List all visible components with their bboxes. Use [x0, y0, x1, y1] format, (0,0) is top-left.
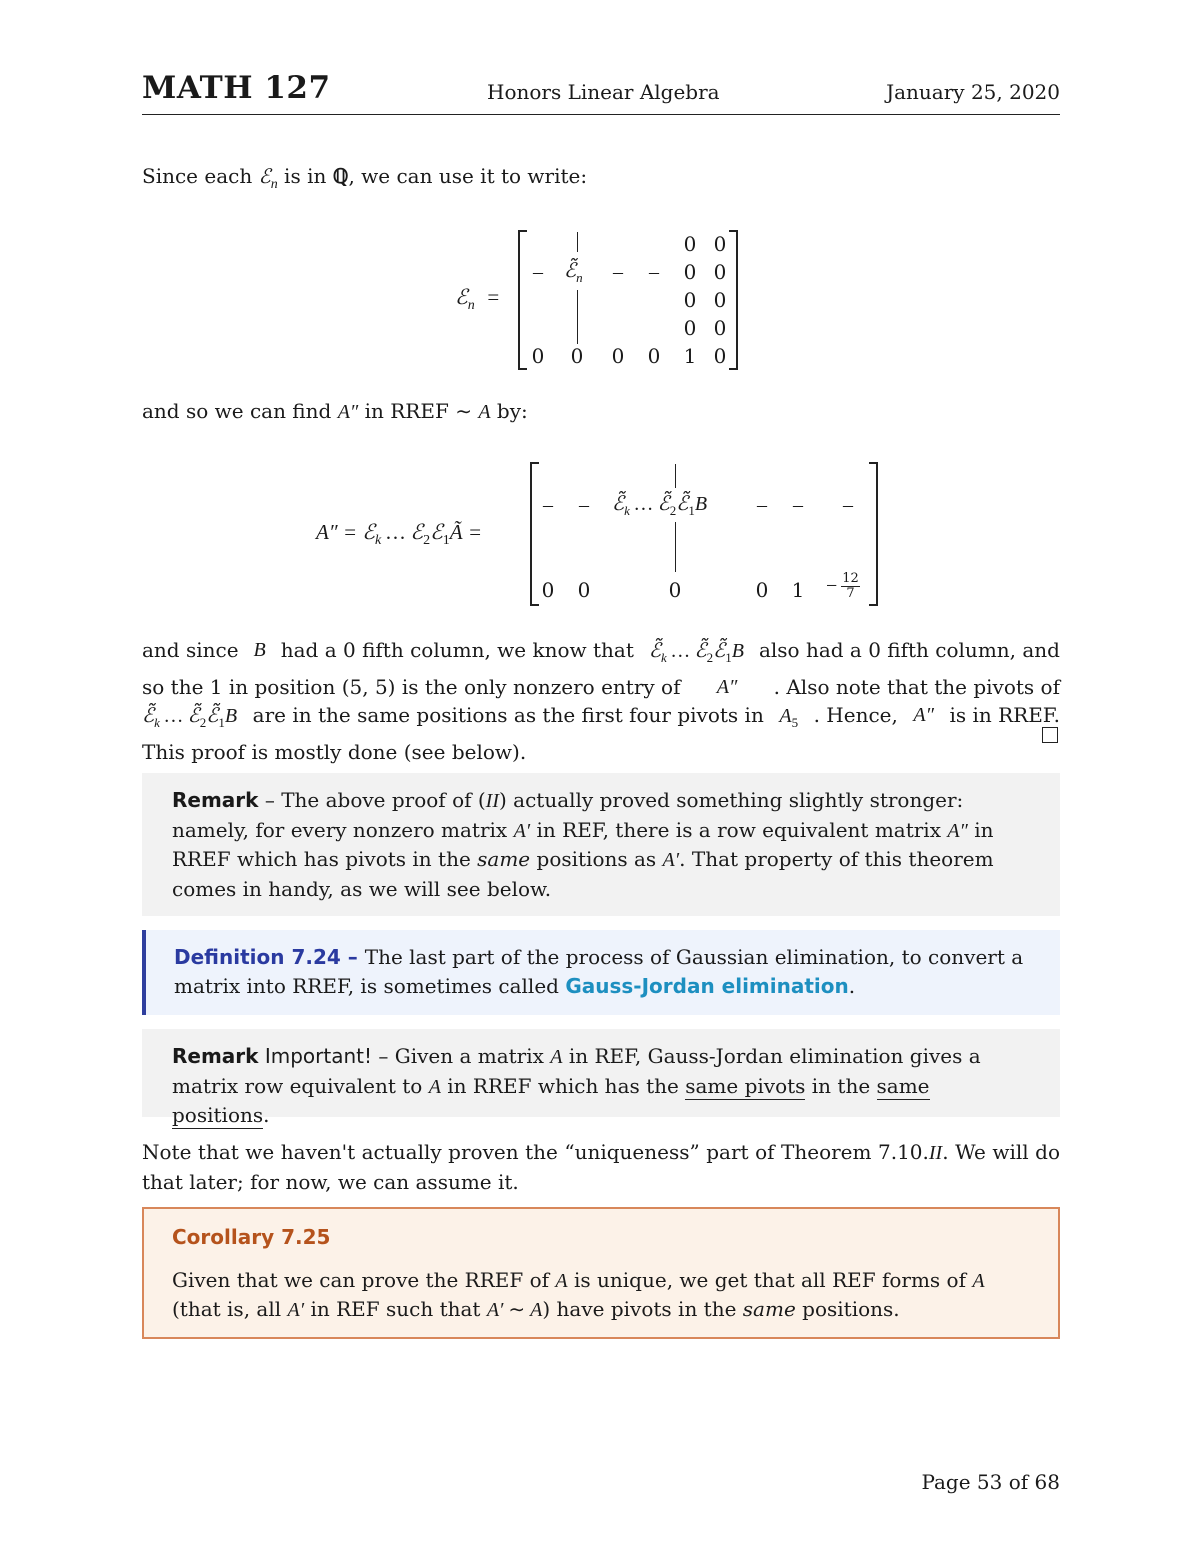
m1-r1-c5: 0 [683, 232, 697, 256]
rref-line: and so we can find A″ in RREF ∼ A by: [142, 399, 528, 423]
matrix2-right-bracket [869, 462, 878, 606]
definition-box: Definition 7.24 – The last part of the process of Gaussian elimination, to convert a matrix into RREF, is sometimes called Gauss-Jordan elimination. [142, 930, 1060, 1015]
qed-square-icon [1042, 727, 1058, 743]
matrix1-rule-top [577, 232, 578, 252]
m1-r5-c6: 0 [713, 344, 727, 368]
m2-r2-c4: 0 [755, 578, 769, 602]
m1-r5-c3: 0 [611, 344, 625, 368]
m2-r1-dash4: – [793, 494, 803, 516]
note-paragraph: Note that we haven't actually proven the “uniqueness” part of Theorem 7.10.II. We will do that later; for now, we can assume it. [142, 1140, 1060, 1194]
course-title: MATH 127 [142, 70, 331, 106]
m2-r1-center: $ℰ̃_k$ … $ℰ̃_2ℰ̃_1B$ [612, 493, 708, 518]
m2-r1-dash1: – [543, 494, 553, 516]
matrix1-rule-bottom [577, 290, 578, 344]
matrix1-lhs: ℰ$_n$ = [455, 285, 500, 314]
remark-important-box: Remark Important! – Given a matrix A in REF, Gauss-Jordan elimination gives a matrix row equivalent to A in RREF which has the same pivots in the same positions. [142, 1029, 1060, 1117]
underlined-same-positions: same positions [172, 1073, 930, 1127]
m1-r2-dash2: – [613, 261, 623, 283]
proof-paragraph [142, 636, 1060, 766]
proof-line-2: so the 1 in position (5, 5) is the only nonzero entry of A″ . Also note that the pivots of [142, 674, 1060, 699]
corollary-box [142, 1207, 1060, 1339]
m2-r2-c6: − $\frac{12}{7}$ [826, 571, 859, 601]
page-number: Page 53 of 68 [921, 1470, 1060, 1494]
matrix2-lhs: A″ = ℰ$_k$ … ℰ$_2$ℰ$_1$Ã = [316, 520, 483, 549]
proof-line-4: This proof is mostly done (see below). [142, 739, 527, 764]
matrix2-rule-top [675, 464, 676, 488]
m2-r2-c2: 0 [577, 578, 591, 602]
m1-r5-c4: 0 [647, 344, 661, 368]
m2-r1-dash5: – [843, 494, 853, 516]
fraction: $\frac{12}{7}$ [842, 571, 859, 601]
m1-r2-center: $ℰ̃_n$ [564, 260, 583, 285]
remark-label: Remark [172, 788, 259, 812]
m1-r4-c5: 0 [683, 316, 697, 340]
course-subject: Honors Linear Algebra [487, 80, 720, 104]
m2-r2-c1: 0 [541, 578, 555, 602]
remark-label: Remark [172, 1044, 259, 1068]
intro-paragraph: Since each ℰ$_n$ is in ℚ, we can use it to write: [142, 164, 588, 192]
page-header [142, 68, 1060, 115]
m2-r2-c3: 0 [668, 578, 682, 602]
header-date: January 25, 2020 [886, 80, 1060, 104]
m1-r2-c5: 0 [683, 260, 697, 284]
m1-r3-c5: 0 [683, 288, 697, 312]
m2-r2-c5: 1 [791, 578, 805, 602]
matrix1 [518, 230, 738, 370]
m1-r2-dash3: – [649, 261, 659, 283]
m1-r5-c1: 0 [531, 344, 545, 368]
m1-r5-c2: 0 [570, 344, 584, 368]
proof-line-1: and since B had a 0 fifth column, we know that $ℰ̃_k$ … $ℰ̃_2ℰ̃_1B$ also had a 0 fifth column, and [142, 638, 1060, 665]
defined-term: Gauss-Jordan elimination [565, 973, 849, 998]
m1-r3-c6: 0 [713, 288, 727, 312]
matrix2 [530, 462, 878, 606]
m1-r5-c5: 1 [683, 344, 697, 368]
matrix2-rule-bottom [675, 522, 676, 572]
m2-r1-dash2: – [579, 494, 589, 516]
proof-line-3: $ℰ̃_k$ … $ℰ̃_2ℰ̃_1B$ are in the same positions as the first four pivots in $A_5$ . Hence, A″ is in RREF. [142, 703, 1060, 730]
corollary-label: Corollary 7.25 [172, 1225, 331, 1249]
corollary-body: Given that we can prove the RREF of A is unique, we get that all REF forms of A (that is, all A′ in REF such that A′ ∼ A) have pivots in the same positions. [172, 1267, 985, 1321]
definition-label: Definition 7.24 [174, 945, 341, 969]
m1-r4-c6: 0 [713, 316, 727, 340]
m1-r1-c6: 0 [713, 232, 727, 256]
m2-r1-dash3: – [757, 494, 767, 516]
remark-box: Remark – The above proof of (II) actually proved something slightly stronger: namely, for every nonzero matrix A′ in REF, there is a row equivalent matrix A″ in RREF which has pivots in the same positions as A′. That property of this theorem comes in handy, as we will see below. [142, 773, 1060, 916]
m1-r2-c6: 0 [713, 260, 727, 284]
m1-r2-dash1: – [533, 261, 543, 283]
underlined-same-pivots: same pivots [685, 1073, 806, 1098]
